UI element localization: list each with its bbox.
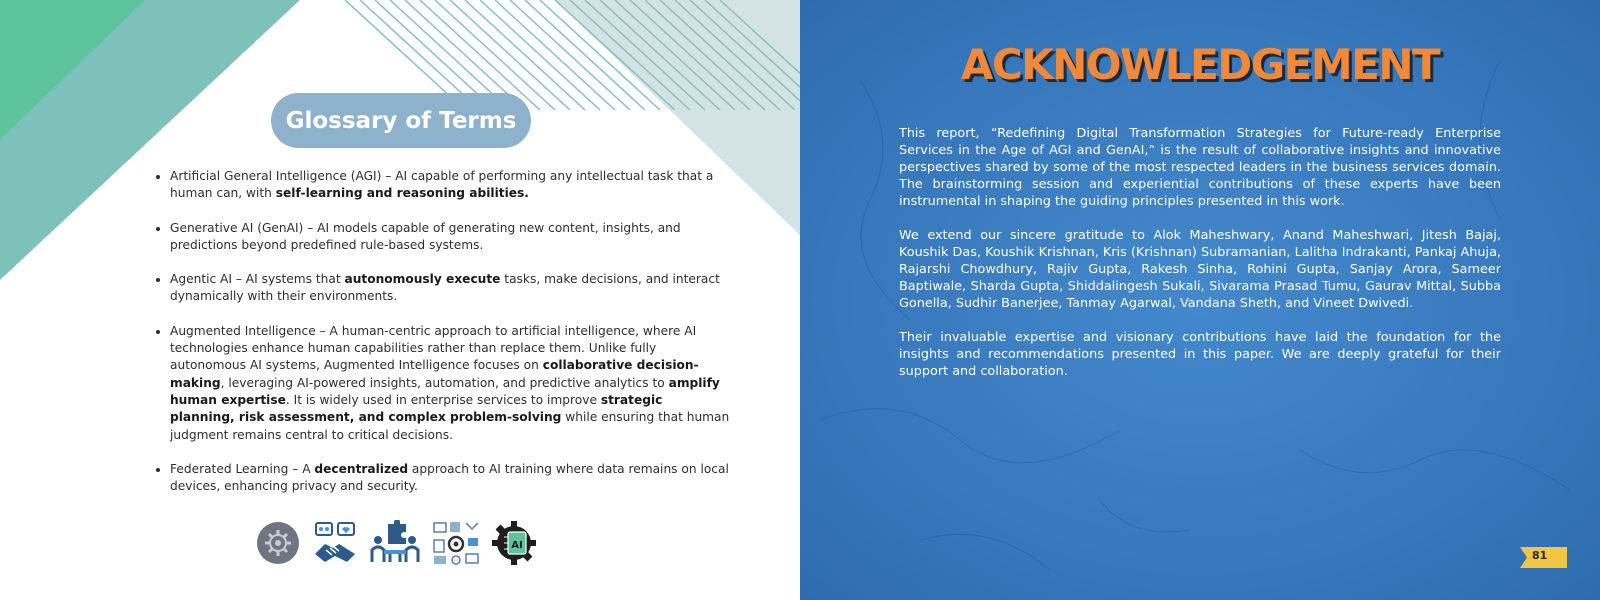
glossary-emphasis: amplify human expertise [170,375,720,407]
network-devices-icon [432,520,480,566]
glossary-text: tasks, make decisions, and interact dynamically with their environments. [170,272,720,304]
icon-row [256,518,536,568]
glossary-item [170,271,730,306]
page-number: 81 [1532,549,1548,562]
glossary-text: Federated Learning – A [170,461,315,476]
glossary-text: Artificial General Intelligence (AGI) – AI capable of performing any intellectual task that a human can, with [170,169,714,201]
glossary-item [170,461,730,496]
page-number-tag [1520,547,1567,568]
glossary-text: while ensuring that human judgment remains central to critical decisions. [170,410,730,442]
glossary-emphasis: decentralized [314,461,409,476]
glossary-text: . It is widely used in enterprise services to improve [285,392,601,407]
glossary-title: Glossary of Terms [271,93,531,148]
team-puzzle-icon [370,520,420,566]
glossary-list [150,168,730,512]
glossary-emphasis: autonomously execute [344,272,501,287]
glossary-text: Generative AI (GenAI) – AI models capable of generating new content, insights, and predictions beyond predefined rule-based systems. [170,220,681,252]
glossary-text: approach to AI training where data remains on local devices, enhancing privacy and security. [170,461,729,494]
gear-circle-icon [256,521,300,565]
glossary-text: Agentic AI – AI systems that [170,272,345,287]
glossary-emphasis: self-learning and reasoning abilities. [275,186,529,201]
paragraph: We extend our sincere gratitude to Alok Maheshwary, Anand Maheshwari, Jitesh Bajaj, Koushik Das, Koushik Krishnan, Kris (Krishnan) Subramanian, Lalitha Indrakanti, Pankaj Ahuja, Rajarshi Chowdhury, Rajiv Gupta, Rakesh Sinha, Rohini Gupta, Sanjay Arora, Sameer Baptiwale, Sharda Gupta, Shiddalingesh Sukali, Sivarama Prasad Tumu, Gaurav Mittal, Subba Gonella, Sudhir Banerjee, Tanmay Agarwal, Vandana Sheth, and Vineet Dwivedi. [899,228,1501,311]
paragraph: This report, “Redefining Digital Transformation Strategies for Future-ready Enterprise Services in the Age of AGI and GenAI,” is the result of collaborative insights and innovative perspectives shared by some of the most respected leaders in the business services domain. The brainstorming session and experiential contributions of these experts have been instrumental in shaping the guiding principles presented in this work. [899,126,1501,209]
glossary-text: Augmented Intelligence – A human-centric approach to artificial intelligence, where AI technologies enhance human capabilities rather than replace them. Unlike fully autonomous AI systems, Augmented Intelligence focuses on [170,323,697,373]
ai-chip-gear-icon [492,521,536,565]
glossary-text: , leveraging AI-powered insights, automation, and predictive analytics to [220,375,669,390]
glossary-emphasis: strategic planning, risk assessment, and complex problem-solving [170,392,663,425]
glossary-item [170,168,730,203]
ai-chip-label: AI [511,540,523,551]
acknowledgement-title: ACKNOWLEDGEMENT [960,40,1440,89]
glossary-item [170,220,730,255]
acknowledgement-body [899,125,1501,397]
glossary-emphasis: collaborative decision-making [170,358,699,390]
glossary-item [170,323,730,444]
acknowledgement-page [800,0,1600,600]
handshake-collaboration-icon [312,520,358,566]
paragraph: Their invaluable expertise and visionary contributions have laid the foundation for the insights and recommendations presented in this paper. We are deeply grateful for their support and collaboration. [899,330,1501,379]
